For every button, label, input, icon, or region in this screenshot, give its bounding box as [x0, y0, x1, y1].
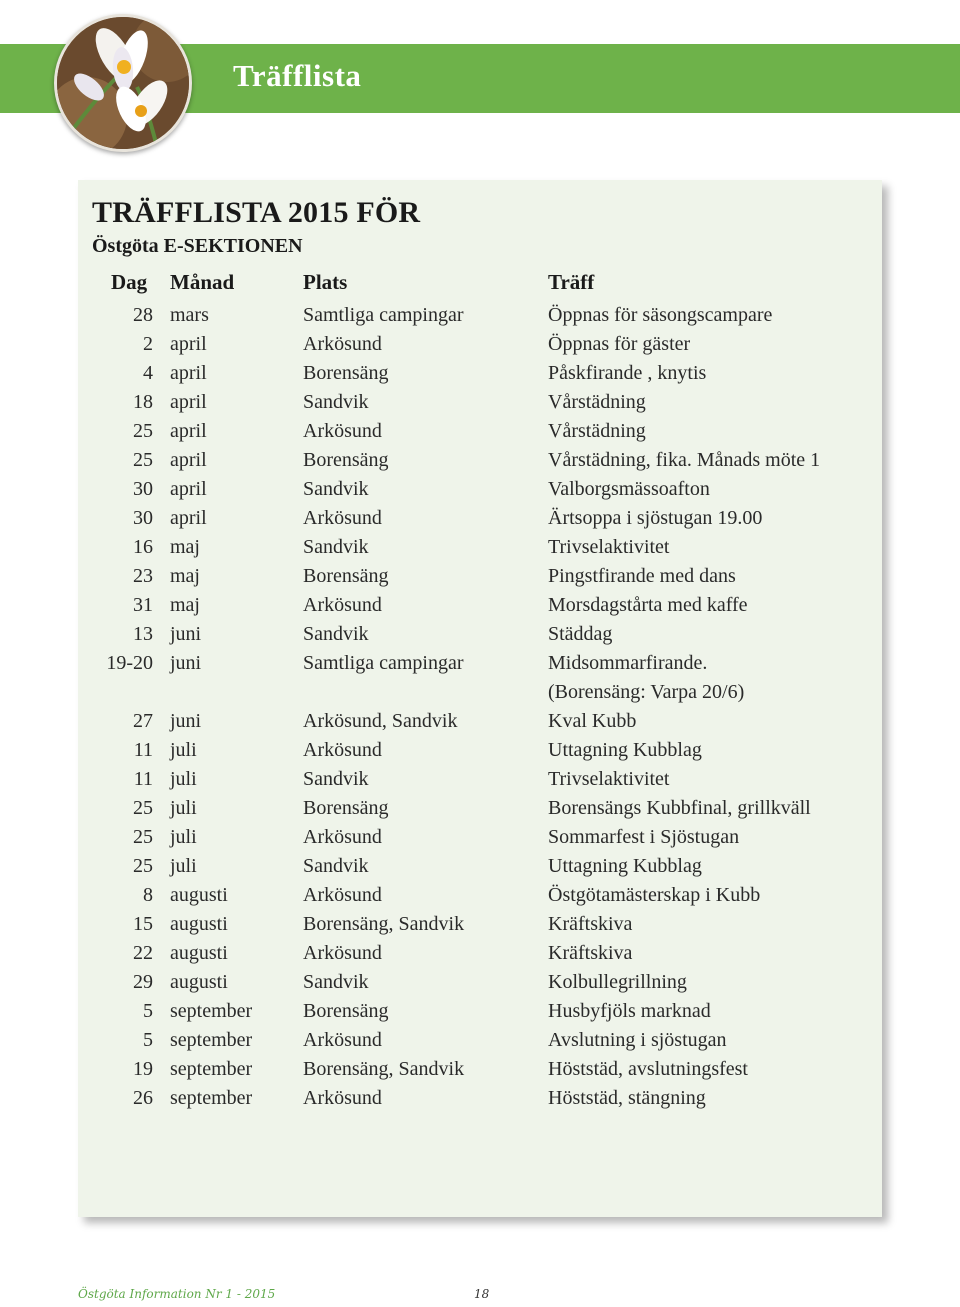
cell-plats: Sandvik: [303, 536, 369, 558]
table-row: [0, 563, 960, 592]
cell-traff: Borensängs Kubbfinal, grillkväll: [548, 797, 811, 819]
cell-traff: Pingstfirande med dans: [548, 565, 736, 587]
column-header-traff: Träff: [548, 270, 595, 294]
cell-manad: september: [170, 1087, 253, 1109]
header-title: Träfflista: [233, 58, 362, 93]
cell-plats: Arkösund: [303, 333, 382, 355]
cell-traff: Trivselaktivitet: [548, 536, 670, 558]
cell-traff: Städdag: [548, 623, 613, 645]
cell-manad: juni: [170, 710, 202, 732]
cell-traff: Husbyfjöls marknad: [548, 1000, 711, 1022]
column-header-manad: Månad: [170, 270, 235, 294]
cell-dag: 23: [133, 565, 153, 587]
cell-plats: Sandvik: [303, 855, 369, 877]
cell-plats: Sandvik: [303, 768, 369, 790]
table-row: [0, 592, 960, 621]
cell-traff: Kräftskiva: [548, 942, 633, 964]
table-row: [0, 1056, 960, 1085]
cell-manad: april: [170, 449, 207, 471]
cell-traff: Sommarfest i Sjöstugan: [548, 826, 740, 848]
cell-dag: 29: [133, 971, 153, 993]
cell-manad: maj: [170, 536, 200, 558]
cell-dag: 16: [133, 536, 153, 558]
table-row: [0, 331, 960, 360]
cell-plats: Arkösund: [303, 942, 382, 964]
cell-dag: 31: [133, 594, 153, 616]
cell-dag: 26: [133, 1087, 153, 1109]
table-row: [0, 418, 960, 447]
cell-plats: Borensäng: [303, 449, 389, 471]
cell-manad: juni: [170, 623, 202, 645]
cell-traff: Påskfirande , knytis: [548, 362, 707, 384]
table-row: [0, 737, 960, 766]
table-row: [0, 824, 960, 853]
cell-dag: 19-20: [106, 652, 153, 674]
cell-manad: juli: [170, 768, 197, 790]
cell-dag: 5: [143, 1000, 153, 1022]
column-header-plats: Plats: [303, 270, 348, 294]
cell-traff: Vårstädning: [548, 420, 646, 442]
table-row: [0, 1027, 960, 1056]
cell-manad: april: [170, 478, 207, 500]
cell-traff: Uttagning Kubblag: [548, 739, 702, 761]
cell-traff: Trivselaktivitet: [548, 768, 670, 790]
cell-dag: 22: [133, 942, 153, 964]
table-row: [0, 940, 960, 969]
table-row: [0, 998, 960, 1027]
cell-manad: augusti: [170, 942, 228, 964]
cell-dag: 30: [133, 507, 153, 529]
cell-traff: Uttagning Kubblag: [548, 855, 702, 877]
cell-dag: 8: [143, 884, 153, 906]
cell-manad: augusti: [170, 884, 228, 906]
cell-manad: augusti: [170, 913, 228, 935]
table-row: [0, 476, 960, 505]
cell-traff: Öppnas för säsongscampare: [548, 304, 773, 326]
cell-manad: april: [170, 362, 207, 384]
cell-traff: (Borensäng: Varpa 20/6): [548, 681, 745, 703]
table-row: [0, 795, 960, 824]
table-row: [0, 650, 960, 679]
cell-traff: Avslutning i sjöstugan: [548, 1029, 727, 1051]
document-subtitle: Östgöta E-SEKTIONEN: [92, 235, 303, 257]
table-row: [0, 766, 960, 795]
cell-plats: Arkösund: [303, 507, 382, 529]
cell-plats: Sandvik: [303, 623, 369, 645]
cell-dag: 27: [133, 710, 153, 732]
cell-traff: Morsdagstårta med kaffe: [548, 594, 748, 616]
cell-traff: Vårstädning: [548, 391, 646, 413]
cell-traff: Midsommarfirande.: [548, 652, 708, 674]
cell-manad: april: [170, 420, 207, 442]
cell-manad: juli: [170, 855, 197, 877]
table-row: [0, 679, 960, 708]
table-row: [0, 302, 960, 331]
cell-plats: Borensäng, Sandvik: [303, 1058, 465, 1080]
column-header-dag: Dag: [111, 270, 148, 294]
cell-manad: juli: [170, 797, 197, 819]
cell-plats: Sandvik: [303, 478, 369, 500]
cell-dag: 13: [133, 623, 153, 645]
cell-manad: juni: [170, 652, 202, 674]
crocus-photo-icon: [54, 14, 192, 152]
cell-plats: Arkösund: [303, 884, 382, 906]
table-row: [0, 969, 960, 998]
table-row: [0, 853, 960, 882]
cell-traff: Östgötamästerskap i Kubb: [548, 884, 761, 906]
cell-dag: 2: [143, 333, 153, 355]
cell-manad: mars: [170, 304, 209, 326]
cell-plats: Arkösund: [303, 1087, 382, 1109]
cell-plats: Borensäng: [303, 797, 389, 819]
cell-traff: Öppnas för gäster: [548, 333, 691, 355]
cell-manad: maj: [170, 594, 200, 616]
cell-manad: september: [170, 1029, 253, 1051]
cell-plats: Arkösund, Sandvik: [303, 710, 458, 732]
cell-dag: 28: [133, 304, 153, 326]
cell-plats: Sandvik: [303, 391, 369, 413]
cell-dag: 11: [133, 768, 153, 790]
document-title: TRÄFFLISTA 2015 FÖR: [92, 196, 421, 229]
cell-dag: 5: [143, 1029, 153, 1051]
cell-plats: Arkösund: [303, 594, 382, 616]
cell-manad: april: [170, 333, 207, 355]
table-row: [0, 360, 960, 389]
table-row: [0, 505, 960, 534]
cell-manad: september: [170, 1058, 253, 1080]
cell-manad: juli: [170, 826, 197, 848]
cell-plats: Arkösund: [303, 826, 382, 848]
table-row: [0, 621, 960, 650]
cell-traff: Höststäd, avslutningsfest: [548, 1058, 748, 1080]
table-row: [0, 534, 960, 563]
cell-plats: Borensäng: [303, 1000, 389, 1022]
cell-plats: Samtliga campingar: [303, 304, 464, 326]
cell-plats: Arkösund: [303, 420, 382, 442]
cell-dag: 30: [133, 478, 153, 500]
cell-dag: 15: [133, 913, 153, 935]
cell-traff: Valborgsmässoafton: [548, 478, 710, 500]
cell-dag: 19: [133, 1058, 153, 1080]
cell-manad: augusti: [170, 971, 228, 993]
footer-publication: Östgöta Information Nr 1 - 2015: [78, 1287, 276, 1301]
cell-traff: Kolbullegrillning: [548, 971, 687, 993]
table-row: [0, 447, 960, 476]
cell-dag: 25: [133, 449, 153, 471]
cell-traff: Vårstädning, fika. Månads möte 1: [548, 449, 821, 471]
cell-dag: 25: [133, 826, 153, 848]
cell-manad: juli: [170, 739, 197, 761]
cell-manad: maj: [170, 565, 200, 587]
cell-dag: 25: [133, 797, 153, 819]
cell-dag: 18: [133, 391, 153, 413]
table-row: [0, 911, 960, 940]
schedule-table: [0, 302, 960, 1114]
cell-dag: 25: [133, 420, 153, 442]
cell-dag: 4: [143, 362, 153, 384]
cell-plats: Borensäng: [303, 565, 389, 587]
cell-traff: Höststäd, stängning: [548, 1087, 706, 1109]
cell-plats: Borensäng: [303, 362, 389, 384]
cell-manad: september: [170, 1000, 253, 1022]
page-number: 18: [474, 1287, 490, 1301]
cell-traff: Kräftskiva: [548, 913, 633, 935]
cell-manad: april: [170, 507, 207, 529]
cell-dag: 25: [133, 855, 153, 877]
cell-plats: Arkösund: [303, 1029, 382, 1051]
cell-traff: Ärtsoppa i sjöstugan 19.00: [548, 507, 763, 529]
cell-manad: april: [170, 391, 207, 413]
cell-dag: 11: [133, 739, 153, 761]
table-row: [0, 389, 960, 418]
table-row: [0, 882, 960, 911]
cell-plats: Borensäng, Sandvik: [303, 913, 465, 935]
cell-plats: Sandvik: [303, 971, 369, 993]
cell-plats: Samtliga campingar: [303, 652, 464, 674]
table-row: [0, 1085, 960, 1114]
cell-plats: Arkösund: [303, 739, 382, 761]
cell-traff: Kval Kubb: [548, 710, 637, 732]
table-row: [0, 708, 960, 737]
